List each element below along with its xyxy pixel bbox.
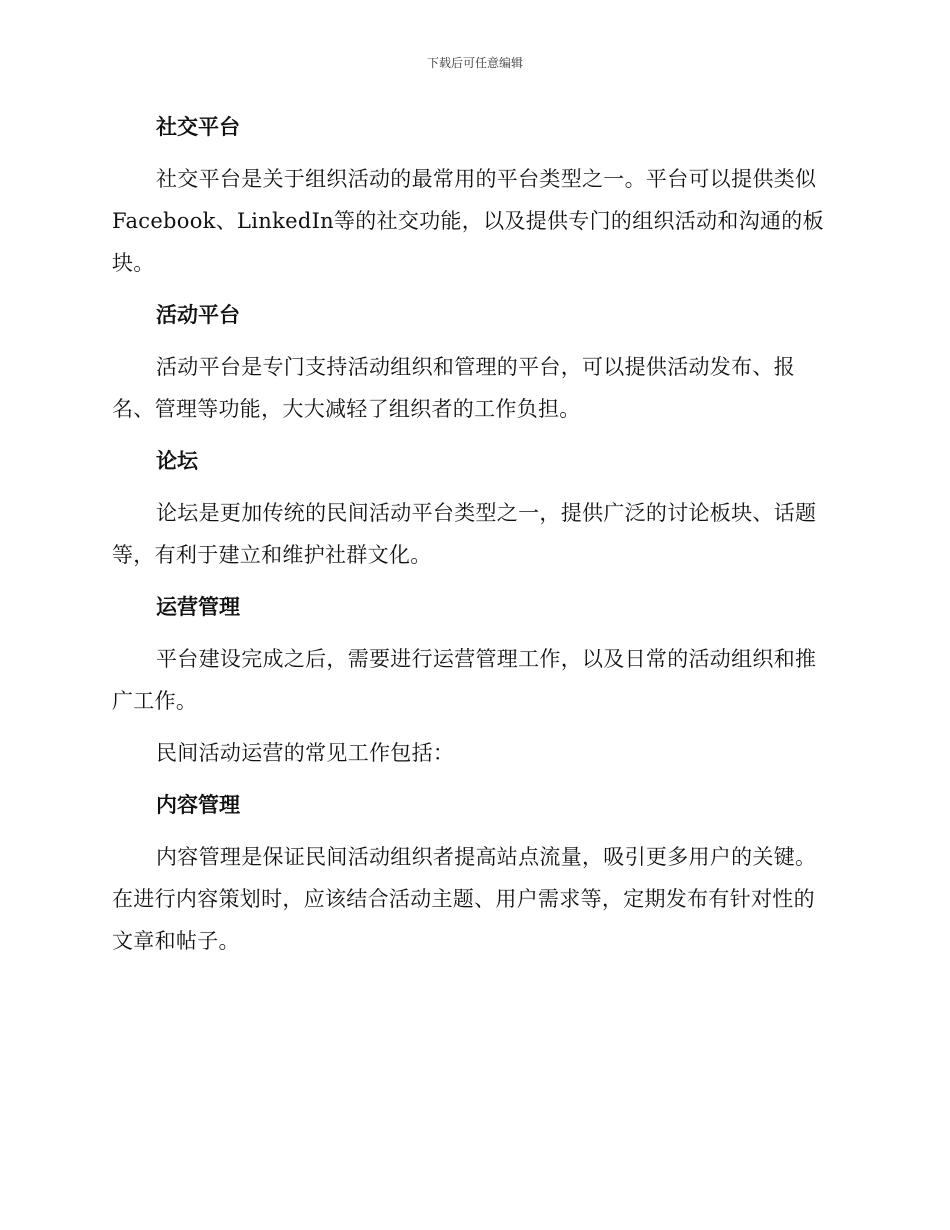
document-body	[112, 106, 832, 972]
section-paragraph-content-management: 内容管理是保证民间活动组织者提高站点流量，吸引更多用户的关键。在进行内容策划时，应该结合活动主题、用户需求等，定期发布有针对性的文章和帖子。	[112, 845, 817, 953]
intro-line: 民间活动运营的常见工作包括：	[156, 741, 455, 765]
section-heading-operations: 运营管理	[156, 595, 240, 619]
section-heading-activity-platform: 活动平台	[156, 303, 240, 327]
section-heading-social-platform: 社交平台	[156, 115, 240, 139]
section-paragraph-operations: 平台建设完成之后，需要进行运营管理工作，以及日常的活动组织和推广工作。	[112, 647, 817, 713]
section-paragraph-forum: 论坛是更加传统的民间活动平台类型之一，提供广泛的讨论板块、话题等，有利于建立和维护社群文化。	[112, 501, 817, 567]
section-heading-content-management: 内容管理	[156, 793, 240, 817]
page-header: 下载后可任意编辑	[426, 56, 523, 70]
section-paragraph-social-platform: 社交平台是关于组织活动的最常用的平台类型之一。平台可以提供类似Facebook、LinkedIn等的社交功能，以及提供专门的组织活动和沟通的板块。	[112, 167, 824, 275]
section-paragraph-activity-platform: 活动平台是专门支持活动组织和管理的平台，可以提供活动发布、报名、管理等功能，大大减轻了组织者的工作负担。	[112, 355, 795, 421]
section-heading-forum: 论坛	[156, 449, 198, 473]
